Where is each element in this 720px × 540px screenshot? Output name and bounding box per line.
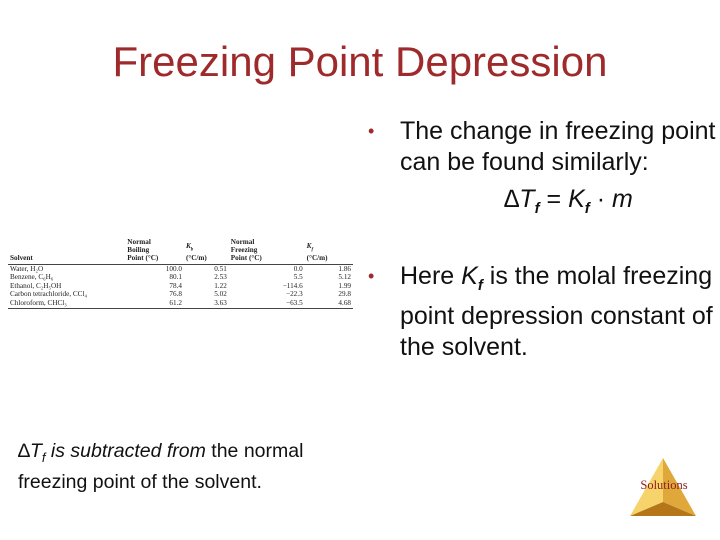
table-cell-kb: 2.53 (214, 273, 227, 282)
formula-dot: · (589, 185, 612, 213)
kf-symbol: K (461, 262, 478, 290)
header-kb: $K_b$ (°C/m) (185, 241, 207, 263)
table-cell-bp: 76.8 (169, 290, 182, 299)
table-cell-kb: 1.22 (214, 281, 227, 290)
table-cell-fp: −63.5 (286, 298, 303, 307)
solutions-nav-label[interactable]: Solutions (640, 478, 688, 492)
header-kf: $K_f$ (°C/m) (306, 241, 328, 263)
header-freezing-point: Normal Freezing Point (°C) (230, 238, 262, 263)
bullet-dot-icon: • (368, 121, 375, 141)
table-cell-kf: 5.12 (338, 273, 351, 282)
table-row (8, 264, 353, 273)
table-cell-kb: 5.02 (214, 290, 227, 299)
bullet-item-kf-definition (368, 261, 718, 363)
note-text: the normal freezing point of the solvent. (18, 440, 304, 493)
delta-symbol: ∆ (504, 185, 520, 213)
table-cell-kb: 3.63 (214, 298, 227, 307)
table-cell-bp: 61.2 (169, 298, 182, 307)
bullet-item-change-in-freezing-point (368, 116, 718, 224)
delta-symbol: ∆ (18, 440, 30, 462)
note-italic-text: is subtracted from (45, 440, 206, 462)
header-boiling-point: Normal Boiling Point (°C) (127, 238, 159, 263)
table-cell-bp: 80.1 (169, 273, 182, 282)
table-cell-kf: 1.99 (338, 281, 351, 290)
formula-m: m (611, 185, 633, 213)
table-cell-solvent: Ethanol, C₂H₅OH (10, 281, 62, 290)
table-cell-bp: 78.4 (169, 281, 182, 290)
note-t-subscript: f (41, 449, 46, 465)
table-cell-kb: 0.51 (214, 264, 227, 273)
formula-t-subscript: f (534, 200, 540, 217)
table-cell-bp: 100.0 (165, 264, 182, 273)
table-row (8, 282, 353, 291)
table-cell-solvent: Water, H₂O (10, 264, 44, 273)
table-cell-kf: 4.68 (338, 298, 351, 307)
bullet-text-pre: Here (400, 262, 462, 290)
table-row (8, 273, 353, 282)
table-cell-solvent: Chloroform, CHCl₃ (10, 298, 67, 307)
table-cell-fp: 5.5 (293, 273, 303, 282)
kf-subscript: f (477, 277, 483, 294)
table-row (8, 299, 353, 308)
formula-k: K (568, 185, 585, 213)
table-cell-fp: 0.0 (293, 264, 303, 273)
table-cell-kf: 1.86 (338, 264, 351, 273)
table-cell-solvent: Carbon tetrachloride, CCl₄ (10, 290, 87, 299)
slide-title: Freezing Point Depression (112, 38, 608, 85)
formula-equals: = (539, 185, 569, 213)
table-row (8, 290, 353, 299)
bullet-text-post: is the molal freezing point depression constant of the solvent. (400, 262, 713, 361)
bullet-list (368, 116, 718, 363)
note-t: T (29, 440, 42, 462)
formula-t: T (519, 185, 535, 213)
solvent-constants-table (8, 238, 353, 309)
table-header-row (8, 238, 353, 264)
header-solvent: Solvent (10, 254, 33, 263)
bullet-dot-icon: • (368, 266, 375, 286)
bullet-text: The change in freezing point can be found similarly: (400, 117, 716, 176)
subtraction-note (18, 439, 378, 495)
table-cell-kf: 29.8 (338, 290, 351, 299)
table-cell-fp: −22.3 (286, 290, 303, 299)
formula-k-subscript: f (584, 200, 590, 217)
table-cell-solvent: Benzene, C₆H₆ (10, 273, 54, 282)
freezing-point-formula (400, 184, 718, 224)
table-cell-fp: −114.6 (282, 281, 303, 290)
